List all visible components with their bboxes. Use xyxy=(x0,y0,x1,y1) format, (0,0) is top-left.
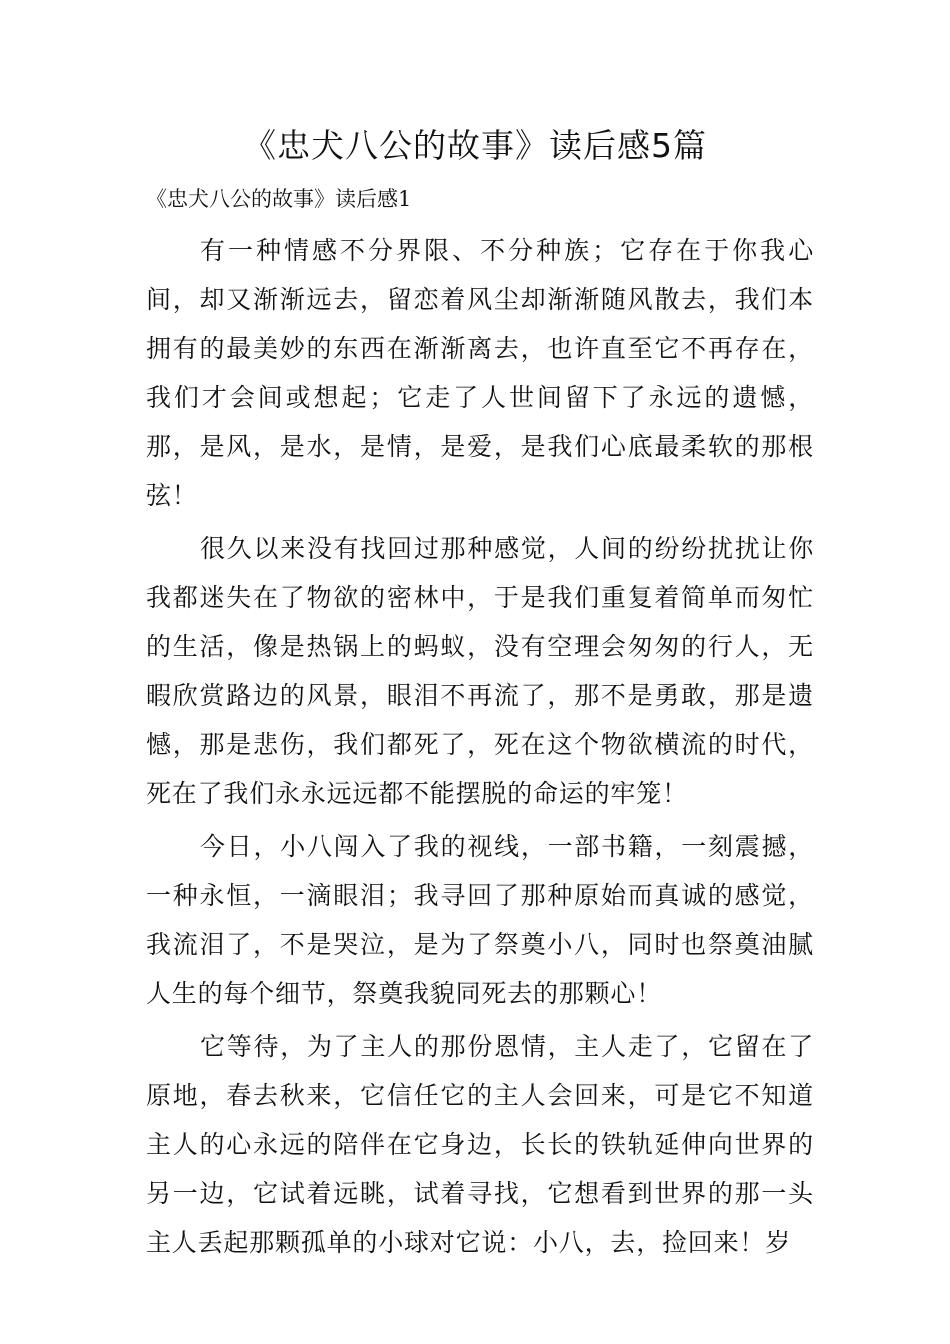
paragraph-4: 它等待，为了主人的那份恩情，主人走了，它留在了原地，春去秋来，它信任它的主人会回来，可是它不知道主人的心永远的陪伴在它身边，长长的铁轨延伸向世界的另一边，它试着远眺，试着寻找，它想看到世界的那一头主人丢起那颗孤单的小球对它说：小八，去，捡回来！岁 xyxy=(146,1032,814,1257)
paragraph-3: 今日，小八闯入了我的视线，一部书籍，一刻震撼，一种永恒，一滴眼泪；我寻回了那种原始而真诚的感觉，我流泪了，不是哭泣，是为了祭奠小八，同时也祭奠油腻人生的每个细节，祭奠我貌同死去的那颗心！ xyxy=(146,832,814,1008)
document-title: 《忠犬八公的故事》读后感5篇 xyxy=(243,126,707,165)
paragraph-2: 很久以来没有找回过那种感觉，人间的纷纷扰扰让你我都迷失在了物欲的密林中，于是我们重复着简单而匆忙的生活，像是热锅上的蚂蚁，没有空理会匆匆的行人，无暇欣赏路边的风景，眼泪不再流了，那不是勇敢，那是遗憾，那是悲伤，我们都死了，死在这个物欲横流的时代，死在了我们永永远远都不能摆脱的命运的牢笼！ xyxy=(146,534,814,808)
paragraph-1: 有一种情感不分界限、不分种族；它存在于你我心间，却又渐渐远去，留恋着风尘却渐渐随风散去，我们本拥有的最美妙的东西在渐渐离去，也许直至它不再存在，我们才会间或想起；它走了人世间留下了永远的遗憾，那，是风，是水，是情，是爱，是我们心底最柔软的那根弦！ xyxy=(146,236,814,510)
body-text xyxy=(146,226,814,1271)
section-heading: 《忠犬八公的故事》读后感1 xyxy=(146,187,412,211)
